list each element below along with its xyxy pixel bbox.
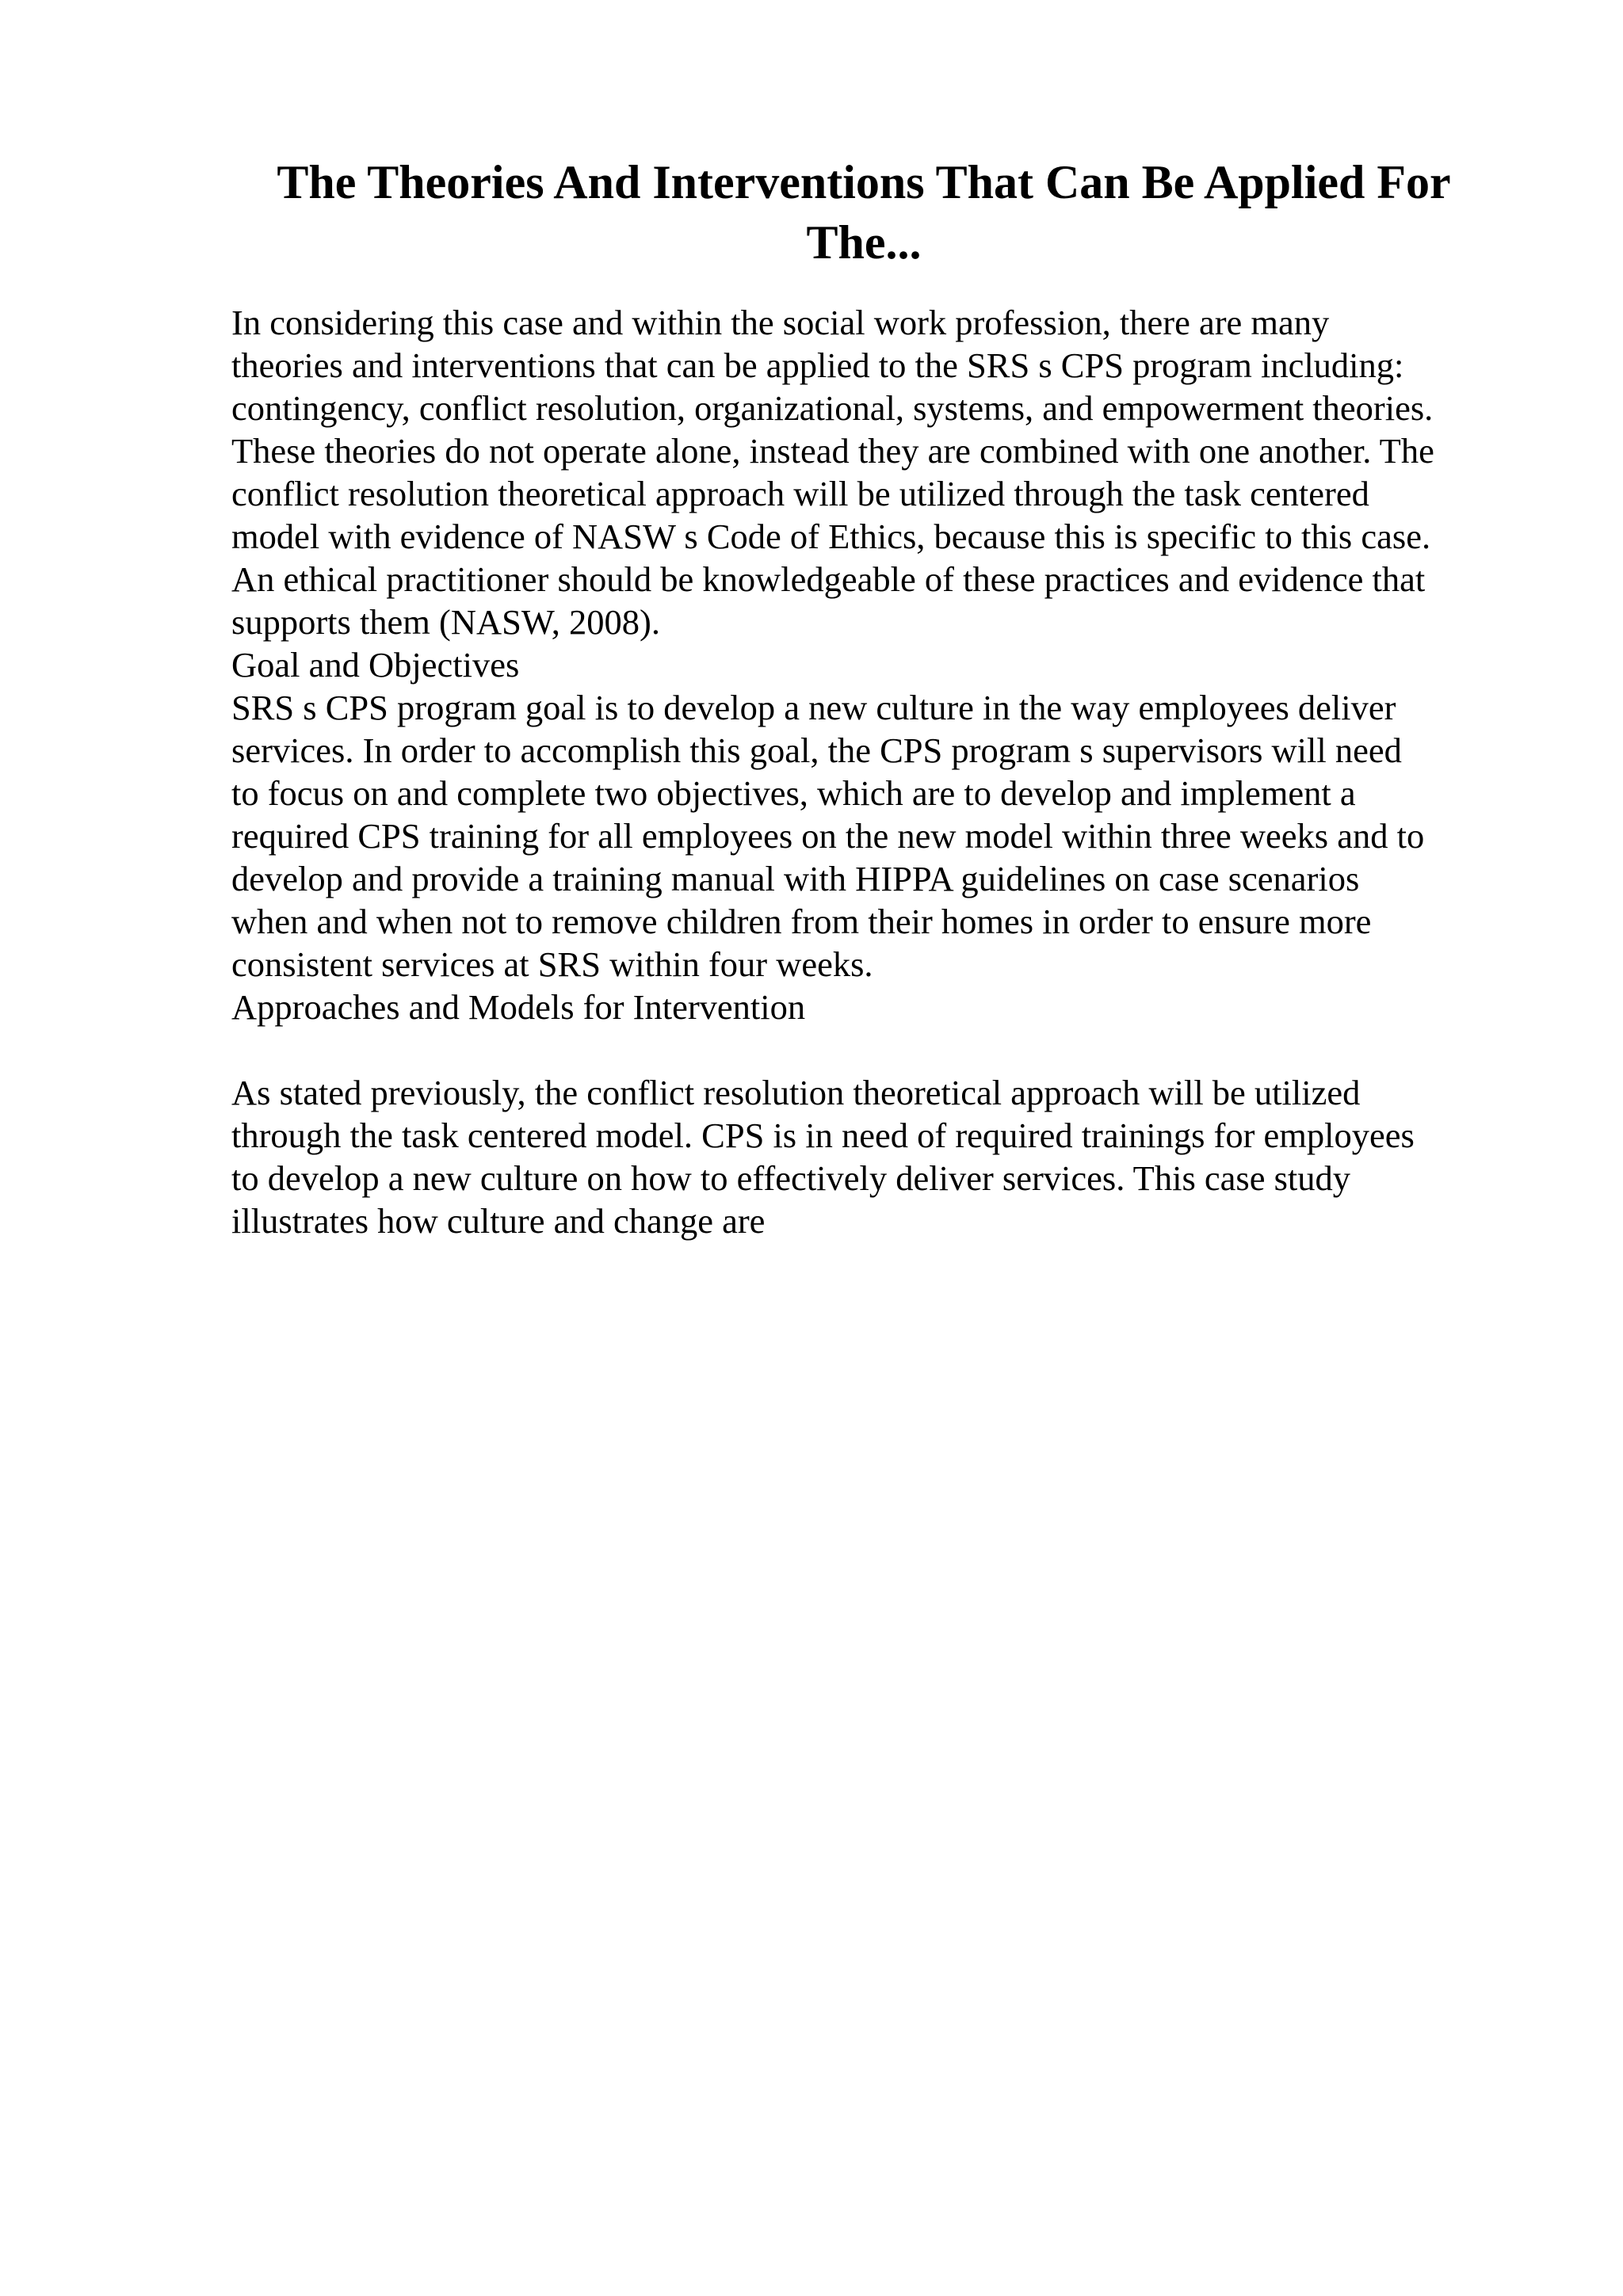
document-title [230, 152, 1498, 273]
body-line: develop and provide a training manual with HIPPA guidelines on case scenarios [231, 859, 1360, 898]
body-line: conflict resolution theoretical approach will be utilized through the task centered [231, 474, 1369, 513]
body-line: An ethical practitioner should be knowledgeable of these practices and evidence that [231, 559, 1426, 599]
section-heading-goal-and-objectives: Goal and Objectives [231, 645, 520, 685]
body-line: to focus on and complete two objectives, which are to develop and implement a [231, 773, 1356, 813]
body-line: supports them (NASW, 2008). [231, 602, 660, 642]
document-body [231, 301, 1515, 1242]
body-line: In considering this case and within the social work profession, there are many [231, 303, 1330, 342]
body-line: illustrates how culture and change are [231, 1201, 766, 1241]
body-line: SRS s CPS program goal is to develop a new culture in the way employees deliver [231, 688, 1396, 727]
body-line: model with evidence of NASW s Code of Ethics, because this is specific to this case. [231, 517, 1431, 556]
body-line: consistent services at SRS within four weeks. [231, 944, 873, 984]
blank-line [231, 1028, 1515, 1071]
body-line: contingency, conflict resolution, organizational, systems, and empowerment theories. [231, 388, 1434, 428]
body-line: required CPS training for all employees on the new model within three weeks and to [231, 816, 1425, 856]
body-line: services. In order to accomplish this goal, the CPS program s supervisors will need [231, 730, 1402, 770]
title-line: The... [806, 216, 922, 269]
body-line: when and when not to remove children from their homes in order to ensure more [231, 902, 1372, 941]
body-line: These theories do not operate alone, instead they are combined with one another. The [231, 431, 1434, 471]
section-heading-approaches-and-models: Approaches and Models for Intervention [231, 987, 806, 1027]
body-line: to develop a new culture on how to effectively deliver services. This case study [231, 1158, 1351, 1198]
title-line: The Theories And Interventions That Can Be Applied For [277, 156, 1451, 208]
body-line: theories and interventions that can be applied to the SRS s CPS program including: [231, 345, 1404, 385]
body-line: through the task centered model. CPS is in need of required trainings for employees [231, 1116, 1415, 1155]
body-line: As stated previously, the conflict resolution theoretical approach will be utilized [231, 1073, 1361, 1112]
